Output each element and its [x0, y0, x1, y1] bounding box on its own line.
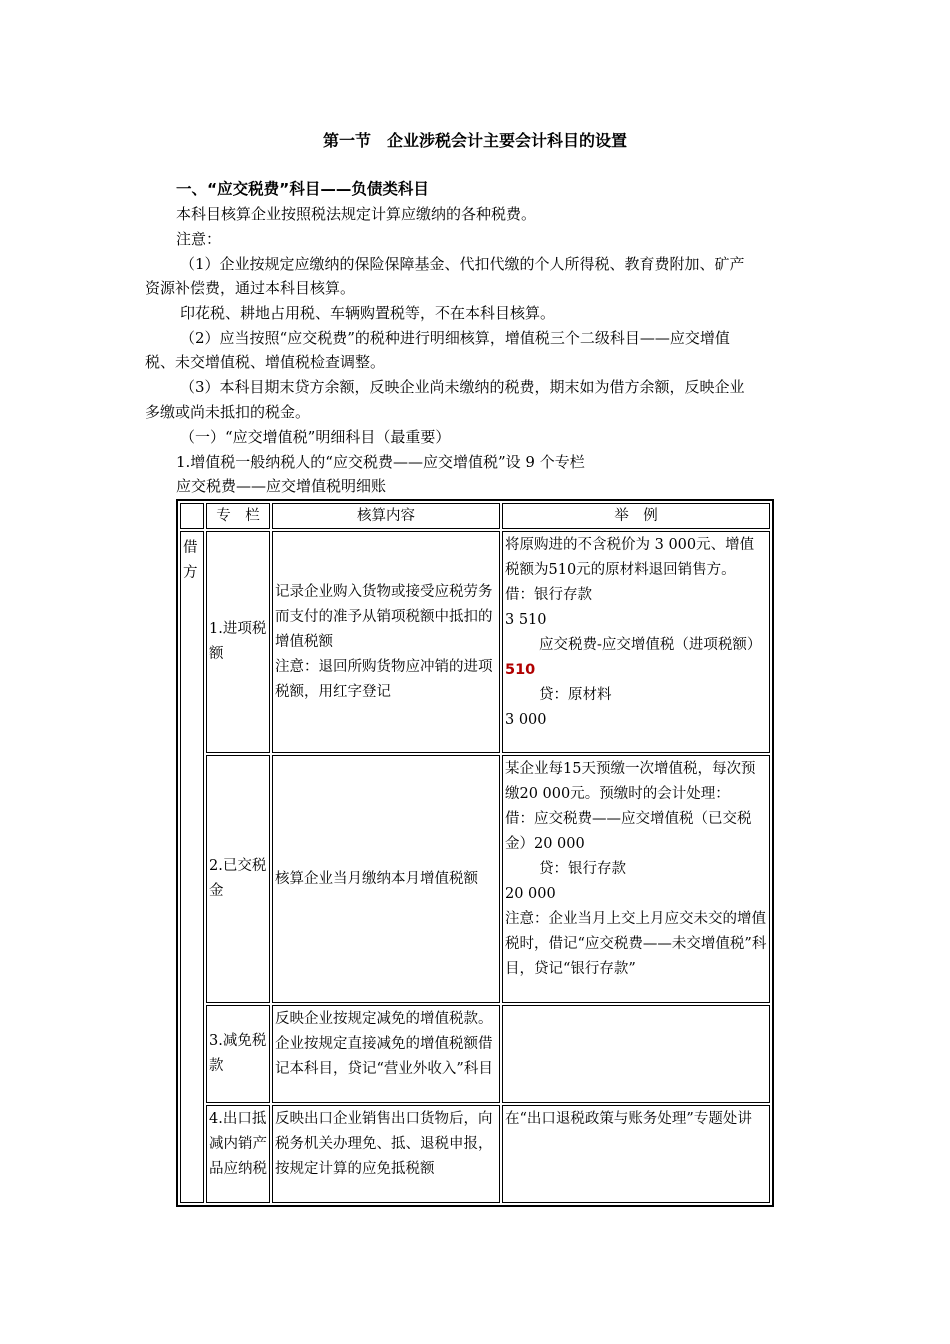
row-content: 反映出口企业销售出口货物后，向税务机关办理免、抵、退税申报，按规定计算的应免抵税额	[272, 1105, 500, 1203]
row-column-name: 3.减免税款	[206, 1005, 270, 1103]
paragraph: 多缴或尚未抵扣的税金。	[145, 403, 311, 421]
paragraph: （3）本科目期末贷方余额，反映企业尚未缴纳的税费，期末如为借方余额，反映企业	[180, 378, 745, 396]
section-heading: 一、“应交税费”科目——负债类科目	[176, 180, 429, 198]
header-cell-content: 核算内容	[272, 503, 500, 529]
page-title: 第一节 企业涉税会计主要会计科目的设置	[322, 131, 627, 150]
header-cell-column: 专 栏	[206, 503, 270, 529]
paragraph: （2）应当按照“应交税费”的税种进行明细核算，增值税三个二级科目——应交增值	[180, 329, 730, 347]
header-cell-blank	[180, 503, 204, 529]
row-content: 核算企业当月缴纳本月增值税额	[272, 755, 500, 1003]
table-caption: 应交税费——应交增值税明细账	[176, 477, 387, 495]
paragraph: 税、未交增值税、增值税检查调整。	[145, 353, 386, 371]
table-row	[180, 755, 770, 1003]
paragraph: 本科目核算企业按照税法规定计算应缴纳的各种税费。	[176, 205, 537, 223]
row-example: 某企业每15天预缴一次增值税，每次预缴20 000元。预缴时的会计处理： 借：应交税费——应交增值税（已交税金）20 000 贷：银行存款 20 000 注意：企业当月上交上月应交未交的增值税时，借记“应交税费——未交增值税”科目，贷记“银行存款”	[502, 755, 770, 1003]
paragraph: 1.增值税一般纳税人的“应交税费——应交增值税”设 9 个专栏	[176, 453, 585, 471]
row-column-name: 2.已交税金	[206, 755, 270, 1003]
debit-side-label: 借方	[180, 531, 204, 1203]
row-column-name: 4.出口抵减内销产品应纳税	[206, 1105, 270, 1203]
table-row	[180, 1005, 770, 1103]
row-content: 反映企业按规定减免的增值税款。企业按规定直接减免的增值税额借记本科目，贷记“营业外收入”科目	[272, 1005, 500, 1103]
row-example	[502, 1005, 770, 1103]
header-cell-example: 举 例	[502, 503, 770, 529]
table-row	[180, 1105, 770, 1203]
row-content: 记录企业购入货物或接受应税劳务而支付的准予从销项税额中抵扣的增值税额 注意：退回所购货物应冲销的进项税额，用红字登记	[272, 531, 500, 753]
table-header-row	[180, 503, 770, 529]
table-row	[180, 531, 770, 753]
red-amount: 510	[505, 662, 536, 678]
subsection-heading: （一）“应交增值税”明细科目（最重要）	[180, 428, 451, 446]
row-example: 将原购进的不含税价为 3 000元、增值税额为510元的原材料退回销售方。 借：银行存款 3 510 应交税费-应交增值税（进项税额） 510 贷：原材料 3 000	[502, 531, 770, 753]
note-label: 注意：	[176, 230, 222, 248]
row-column-name: 1.进项税额	[206, 531, 270, 753]
ledger-table	[176, 499, 774, 1207]
paragraph: （1）企业按规定应缴纳的保险保障基金、代扣代缴的个人所得税、教育费附加、矿产	[180, 255, 745, 273]
paragraph: 资源补偿费，通过本科目核算。	[145, 279, 356, 297]
row-example: 在“出口退税政策与账务处理”专题处讲	[502, 1105, 770, 1203]
paragraph: 印花税、耕地占用税、车辆购置税等，不在本科目核算。	[180, 304, 556, 322]
